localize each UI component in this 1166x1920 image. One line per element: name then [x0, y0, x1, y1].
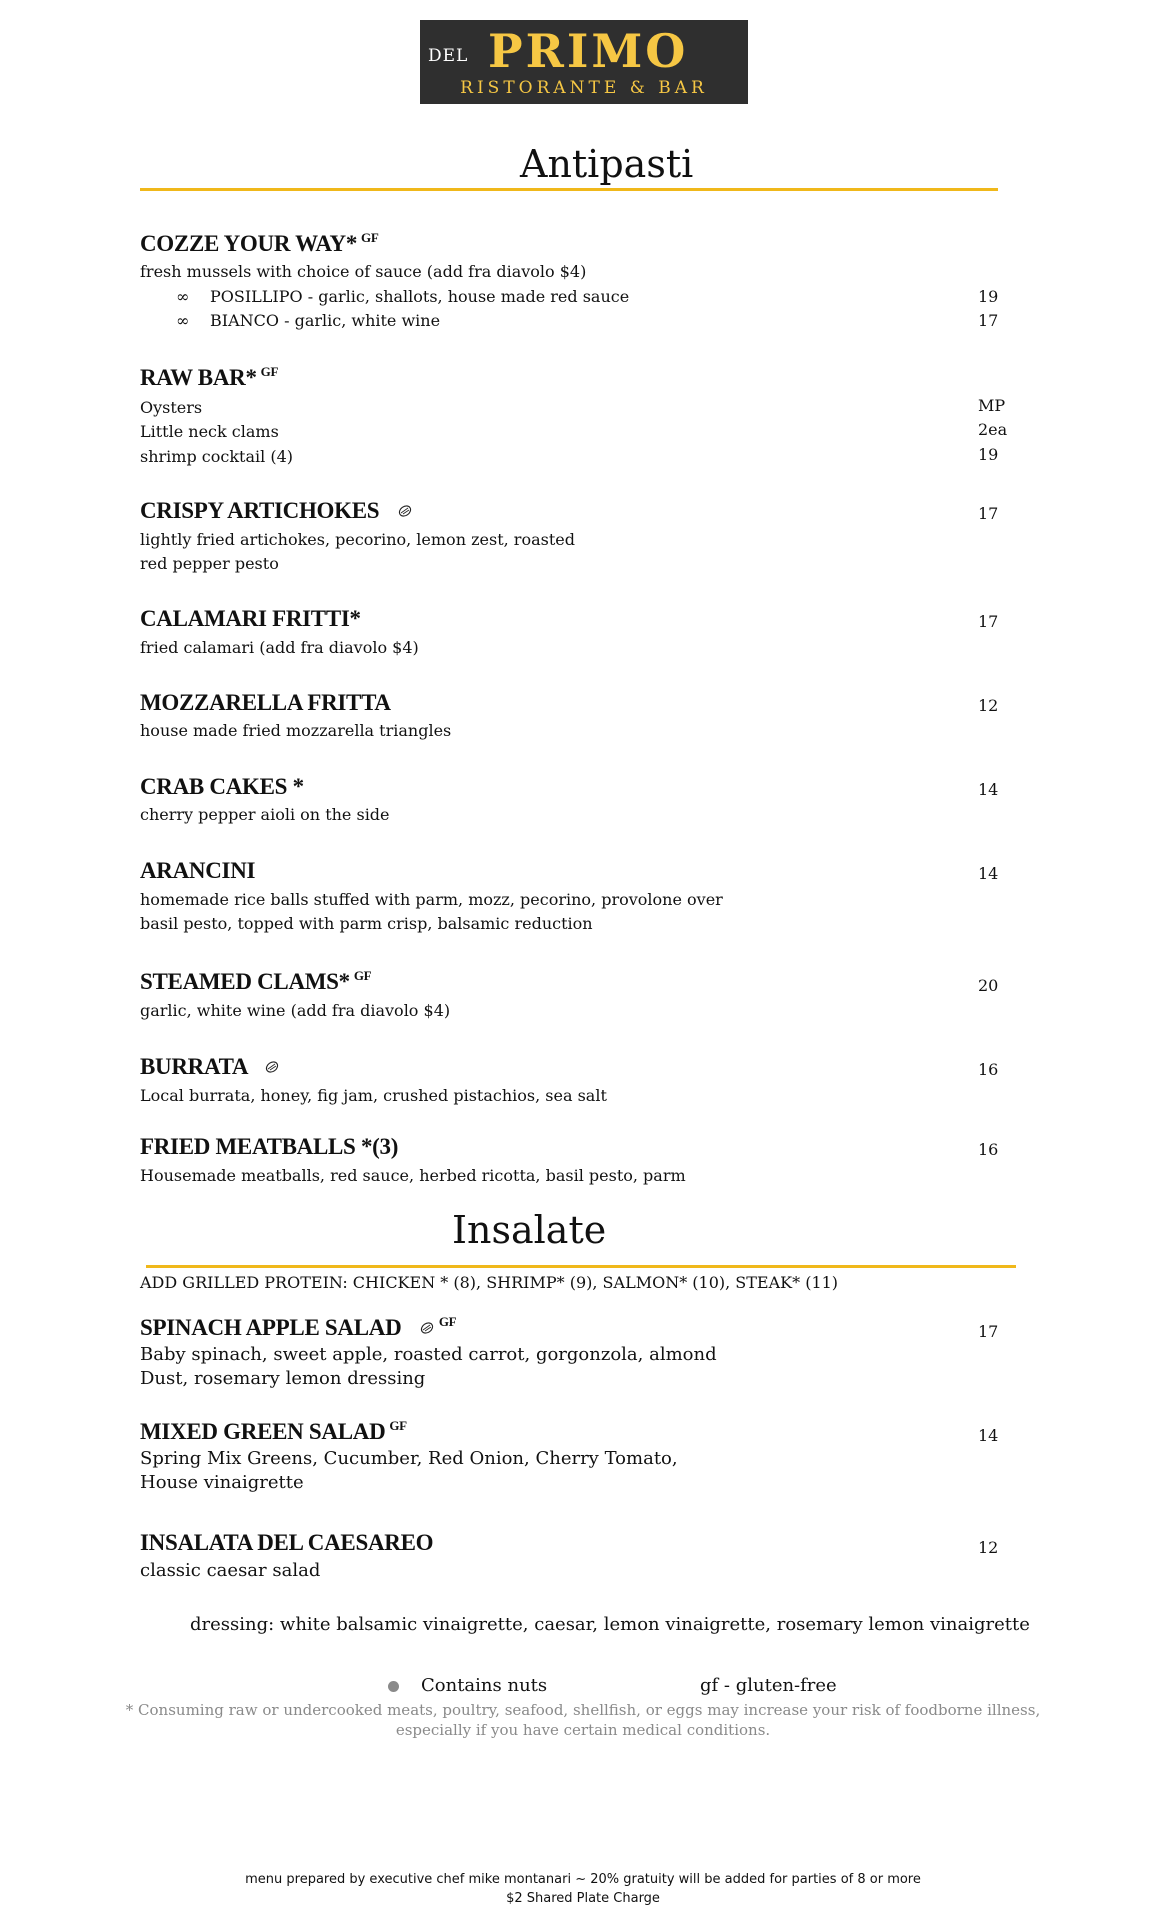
menu-item-burrata: BURRATA [140, 1054, 280, 1080]
menu-item-raw-bar: RAW BAR* $^{GF}$ [140, 364, 279, 390]
gf-badge: GF [260, 364, 279, 379]
menu-item-steamed-clams: STEAMED CLAMS* $^{GF}$ [140, 968, 372, 994]
menu-item-arancini: ARANCINI [140, 858, 256, 883]
menu-item-mixed-green-salad: MIXED GREEN SALAD $^{GF}$ [140, 1418, 407, 1444]
burrata-description: Local burrata, honey, fig jam, crushed pistachios, sea salt [140, 1086, 607, 1105]
antipasti-divider [140, 188, 998, 191]
gf-badge: GF [438, 1314, 457, 1329]
price-caesar: 12 [978, 1538, 999, 1557]
menu-item-cozze: COZZE YOUR WAY* $^{GF}$ [140, 230, 379, 256]
menu-item-artichokes: CRISPY ARTICHOKES [140, 498, 413, 524]
legend-gluten-free: gf - gluten-free [700, 1675, 837, 1696]
logo-subtitle: RISTORANTE & BAR [460, 78, 708, 98]
nut-icon [397, 503, 413, 519]
raw-bar-shrimp: shrimp cocktail (4) [140, 447, 293, 466]
mixed-description-1: Spring Mix Greens, Cucumber, Red Onion, Cherry Tomato, [140, 1448, 678, 1469]
artichokes-description-1: lightly fried artichokes, pecorino, lemon zest, roasted [140, 530, 575, 549]
price-crab-cakes: 14 [978, 780, 999, 799]
clams-description: garlic, white wine (add fra diavolo $4) [140, 1001, 451, 1020]
price-posillipo: 19 [978, 287, 999, 306]
spinach-description-2: Dust, rosemary lemon dressing [140, 1368, 426, 1389]
menu-item-mozzarella: MOZZARELLA FRITTA [140, 690, 391, 715]
footer-shared-plate: $2 Shared Plate Charge [506, 1891, 660, 1906]
logo-primo: PRIMO [488, 24, 689, 78]
price-clams: 2ea [978, 420, 1008, 439]
price-mozzarella: 12 [978, 696, 999, 715]
crab-description: cherry pepper aioli on the side [140, 805, 390, 824]
price-arancini: 14 [978, 864, 999, 883]
arancini-description-1: homemade rice balls stuffed with parm, mozz, pecorino, provolone over [140, 890, 723, 909]
meatballs-description: Housemade meatballs, red sauce, herbed ricotta, basil pesto, parm [140, 1166, 686, 1185]
price-burrata: 16 [978, 1060, 999, 1079]
gf-badge: GF [353, 968, 372, 983]
price-artichokes: 17 [978, 504, 999, 523]
legend-contains-nuts: Contains nuts [421, 1675, 548, 1696]
price-oysters: MP [978, 396, 1006, 415]
cozze-option-posillipo: ∞ POSILLIPO - garlic, shallots, house made red sauce [176, 287, 630, 306]
caesar-description: classic caesar salad [140, 1560, 321, 1581]
antipasti-title: Antipasti [520, 142, 694, 186]
raw-bar-clams: Little neck clams [140, 422, 279, 441]
menu-footer [100, 1870, 1066, 1908]
price-meatballs: 16 [978, 1140, 999, 1159]
calamari-description: fried calamari (add fra diavolo $4) [140, 638, 419, 657]
price-calamari: 17 [978, 612, 999, 631]
nut-icon [419, 1320, 435, 1336]
menu-item-spinach-salad: SPINACH APPLE SALAD $^{GF}$ [140, 1314, 457, 1340]
logo-del: DEL [428, 46, 469, 66]
restaurant-logo [420, 20, 748, 104]
gf-badge: GF [361, 230, 379, 245]
nut-icon [264, 1059, 280, 1075]
footer-chef-note: menu prepared by executive chef mike montanari ~ 20% gratuity will be added for parties of 8 or more [245, 1872, 921, 1887]
insalate-title: Insalate [452, 1208, 607, 1252]
insalate-divider [146, 1265, 1016, 1268]
menu-item-meatballs: FRIED MEATBALLS *(3) [140, 1134, 399, 1159]
menu-item-calamari: CALAMARI FRITTI* [140, 606, 361, 631]
arancini-description-2: basil pesto, topped with parm crisp, balsamic reduction [140, 914, 593, 933]
price-steamed-clams: 20 [978, 976, 999, 995]
price-shrimp: 19 [978, 445, 999, 464]
raw-bar-oysters: Oysters [140, 398, 203, 417]
cozze-option-bianco: ∞ BIANCO - garlic, white wine [176, 311, 441, 330]
legend-bullet [388, 1681, 399, 1692]
menu-item-crab-cakes: CRAB CAKES * [140, 774, 304, 799]
food-safety-warning: * Consuming raw or undercooked meats, poultry, seafood, shellfish, or eggs may increase your risk of foodborne illness, especially if you have certain medical conditions. [125, 1701, 1041, 1739]
add-protein-note: ADD GRILLED PROTEIN: CHICKEN * (8), SHRIMP* (9), SALMON* (10), STEAK* (11) [140, 1273, 839, 1292]
menu-item-caesar: INSALATA DEL CAESAREO [140, 1530, 434, 1555]
dressing-options: dressing: white balsamic vinaigrette, caesar, lemon vinaigrette, rosemary lemon vinaigrette [190, 1614, 1030, 1635]
spinach-description-1: Baby spinach, sweet apple, roasted carrot, gorgonzola, almond [140, 1344, 717, 1365]
mozzarella-description: house made fried mozzarella triangles [140, 721, 452, 740]
price-spinach-salad: 17 [978, 1322, 999, 1341]
price-bianco: 17 [978, 311, 999, 330]
gf-badge: GF [389, 1418, 407, 1433]
artichokes-description-2: red pepper pesto [140, 554, 279, 573]
price-mixed-green-salad: 14 [978, 1426, 999, 1445]
cozze-description: fresh mussels with choice of sauce (add fra diavolo $4) [140, 262, 587, 281]
mixed-description-2: House vinaigrette [140, 1472, 304, 1493]
